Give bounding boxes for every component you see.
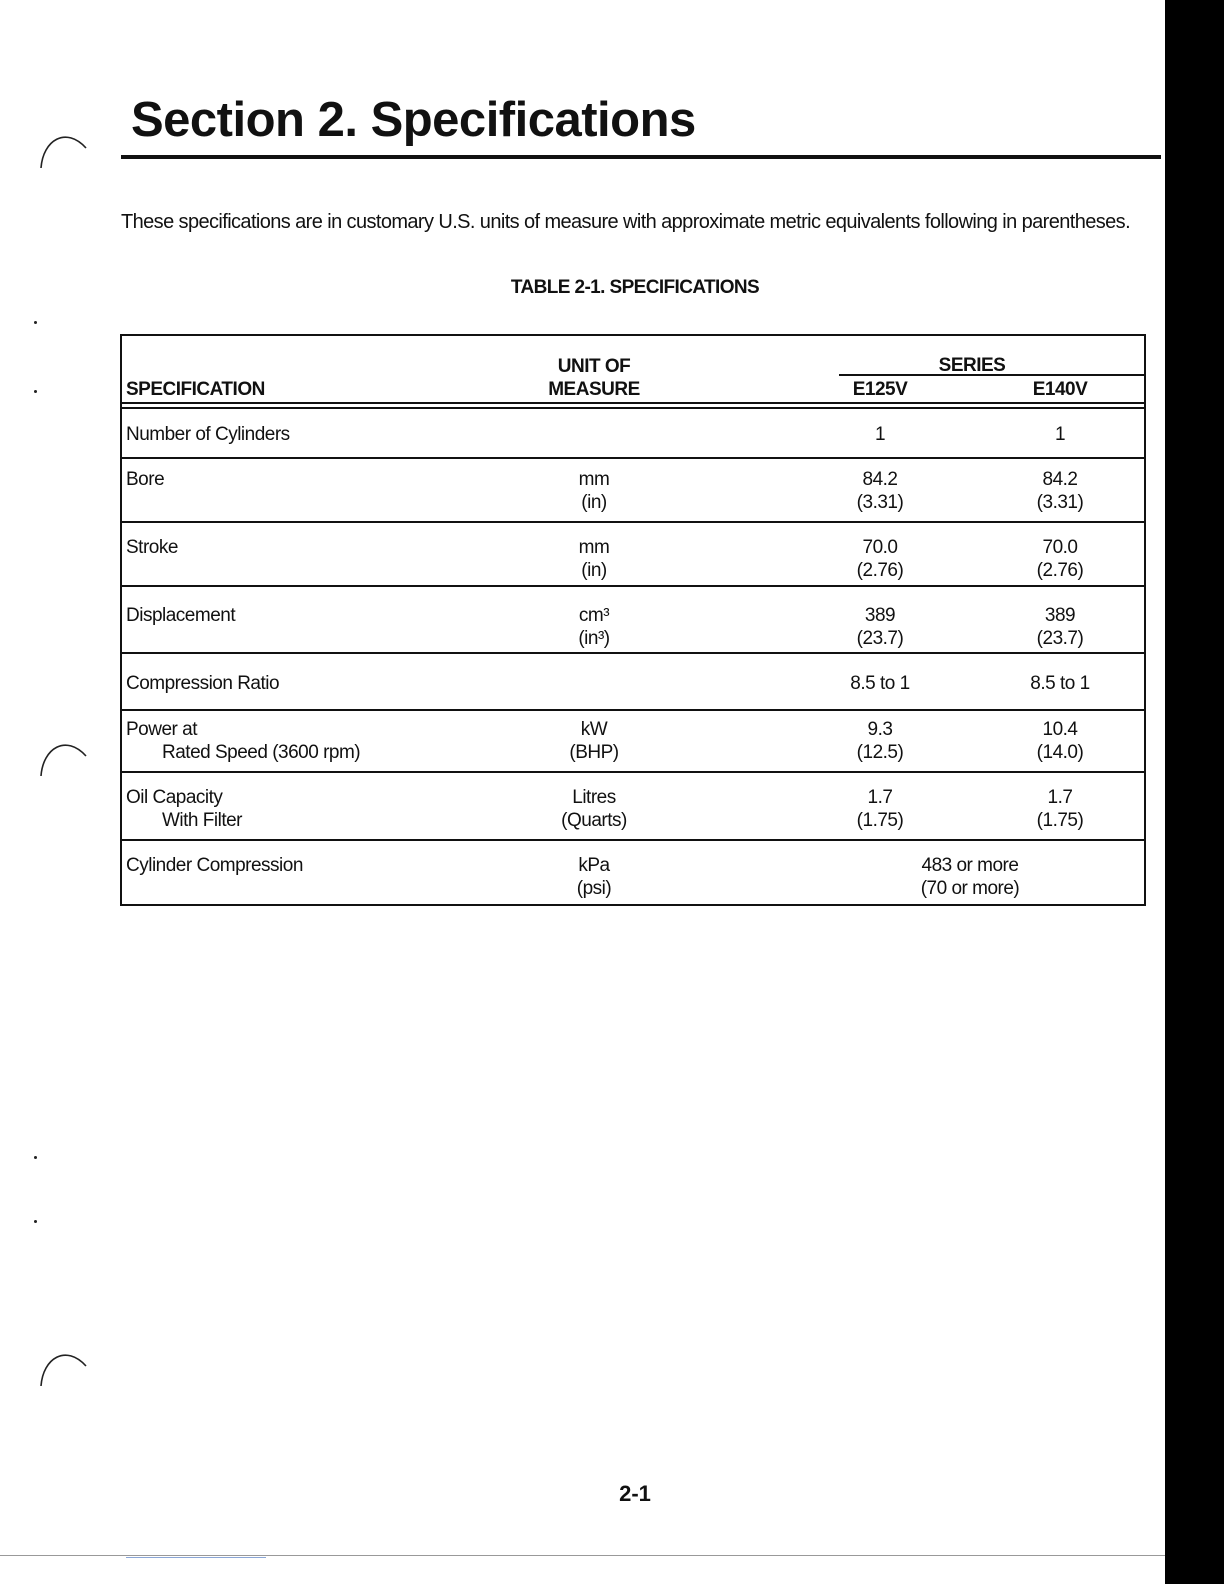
row-divider bbox=[122, 457, 1144, 459]
header-model-e125v: E125V bbox=[852, 379, 908, 400]
power-unit: kW bbox=[580, 719, 608, 740]
e125v-compression-ratio: 8.5 to 1 bbox=[850, 673, 910, 694]
header-rule bbox=[122, 407, 1144, 409]
header-specification: SPECIFICATION bbox=[126, 379, 265, 400]
scan-speck bbox=[34, 321, 37, 324]
spec-bore: Bore bbox=[126, 469, 165, 490]
e140v-power: 10.4 bbox=[1042, 719, 1078, 740]
scan-speck bbox=[34, 390, 37, 393]
e125v-oil-capacity: 1.7 bbox=[867, 787, 893, 808]
spec-power-sub: Rated Speed (3600 rpm) bbox=[162, 742, 361, 763]
e140v-compression-ratio: 8.5 to 1 bbox=[1030, 673, 1090, 694]
cylinder-compression-value-alt: (70 or more) bbox=[920, 878, 1020, 899]
spec-oil-capacity-label: Oil Capacity bbox=[126, 787, 223, 808]
e125v-displacement: 389 bbox=[864, 605, 896, 626]
e125v-stroke: 70.0 bbox=[862, 537, 898, 558]
row-divider bbox=[122, 709, 1144, 711]
e140v-stroke-alt: (2.76) bbox=[1036, 560, 1084, 581]
displacement-unit-alt: (in³) bbox=[578, 628, 610, 649]
spec-oil-capacity-sub: With Filter bbox=[162, 810, 242, 831]
scan-speck bbox=[34, 1220, 37, 1223]
header-unit-line2: MEASURE bbox=[548, 379, 640, 400]
header-series: SERIES bbox=[938, 355, 1006, 376]
spec-stroke: Stroke bbox=[126, 537, 178, 558]
specifications-table bbox=[120, 334, 1146, 906]
e125v-oil-capacity-alt: (1.75) bbox=[856, 810, 904, 831]
power-unit-alt: (BHP) bbox=[569, 742, 619, 763]
page-number: 2-1 bbox=[619, 1481, 651, 1506]
intro-paragraph: These specifications are in customary U.S. units of measure with approximate metric equivalents following in parentheses. bbox=[121, 211, 1131, 233]
e140v-oil-capacity-alt: (1.75) bbox=[1036, 810, 1084, 831]
bore-unit-alt: (in) bbox=[581, 492, 607, 513]
scan-edge-bar bbox=[1165, 0, 1224, 1584]
e125v-power-alt: (12.5) bbox=[856, 742, 904, 763]
e140v-oil-capacity: 1.7 bbox=[1047, 787, 1073, 808]
row-divider bbox=[122, 771, 1144, 773]
binder-hole-mark-top bbox=[38, 130, 90, 170]
spec-compression-ratio: Compression Ratio bbox=[126, 673, 280, 694]
e125v-power: 9.3 bbox=[867, 719, 893, 740]
e125v-bore-alt: (3.31) bbox=[856, 492, 904, 513]
e125v-displacement-alt: (23.7) bbox=[856, 628, 904, 649]
scan-speck bbox=[34, 1156, 37, 1159]
stroke-unit-alt: (in) bbox=[581, 560, 607, 581]
row-divider bbox=[122, 521, 1144, 523]
e125v-cylinders: 1 bbox=[874, 424, 886, 445]
e140v-cylinders: 1 bbox=[1054, 424, 1066, 445]
e140v-power-alt: (14.0) bbox=[1036, 742, 1084, 763]
spec-power bbox=[126, 718, 360, 764]
e140v-stroke: 70.0 bbox=[1042, 537, 1078, 558]
section-title: Section 2. Specifications bbox=[131, 93, 696, 147]
cylinder-compression-value: 483 or more bbox=[921, 855, 1019, 876]
e140v-bore: 84.2 bbox=[1042, 469, 1078, 490]
oil-capacity-unit: Litres bbox=[572, 787, 616, 808]
binder-hole-mark-middle bbox=[38, 738, 90, 778]
e125v-bore: 84.2 bbox=[862, 469, 898, 490]
header-unit-line1: UNIT OF bbox=[557, 356, 631, 377]
oil-capacity-unit-alt: (Quarts) bbox=[561, 810, 627, 831]
header-rule bbox=[122, 402, 1144, 404]
cylinder-compression-unit: kPa bbox=[578, 855, 610, 876]
row-divider bbox=[122, 652, 1144, 654]
header-model-e140v: E140V bbox=[1032, 379, 1088, 400]
spec-cylinder-compression: Cylinder Compression bbox=[126, 855, 303, 876]
e140v-bore-alt: (3.31) bbox=[1036, 492, 1084, 513]
spec-oil-capacity bbox=[126, 786, 242, 832]
binder-hole-mark-bottom bbox=[38, 1348, 90, 1388]
table-caption: TABLE 2-1. SPECIFICATIONS bbox=[510, 277, 760, 298]
e140v-displacement: 389 bbox=[1044, 605, 1076, 626]
bore-unit: mm bbox=[578, 469, 610, 490]
stroke-unit: mm bbox=[578, 537, 610, 558]
spec-power-label: Power at bbox=[126, 719, 197, 740]
title-underline bbox=[121, 155, 1161, 159]
e125v-stroke-alt: (2.76) bbox=[856, 560, 904, 581]
cylinder-compression-unit-alt: (psi) bbox=[576, 878, 612, 899]
page-bottom-rule-accent bbox=[126, 1557, 266, 1558]
spec-number-of-cylinders: Number of Cylinders bbox=[126, 424, 290, 445]
row-divider bbox=[122, 839, 1144, 841]
page-bottom-rule bbox=[0, 1555, 1165, 1556]
row-divider bbox=[122, 585, 1144, 587]
e140v-displacement-alt: (23.7) bbox=[1036, 628, 1084, 649]
spec-displacement: Displacement bbox=[126, 605, 236, 626]
displacement-unit: cm³ bbox=[578, 605, 610, 626]
